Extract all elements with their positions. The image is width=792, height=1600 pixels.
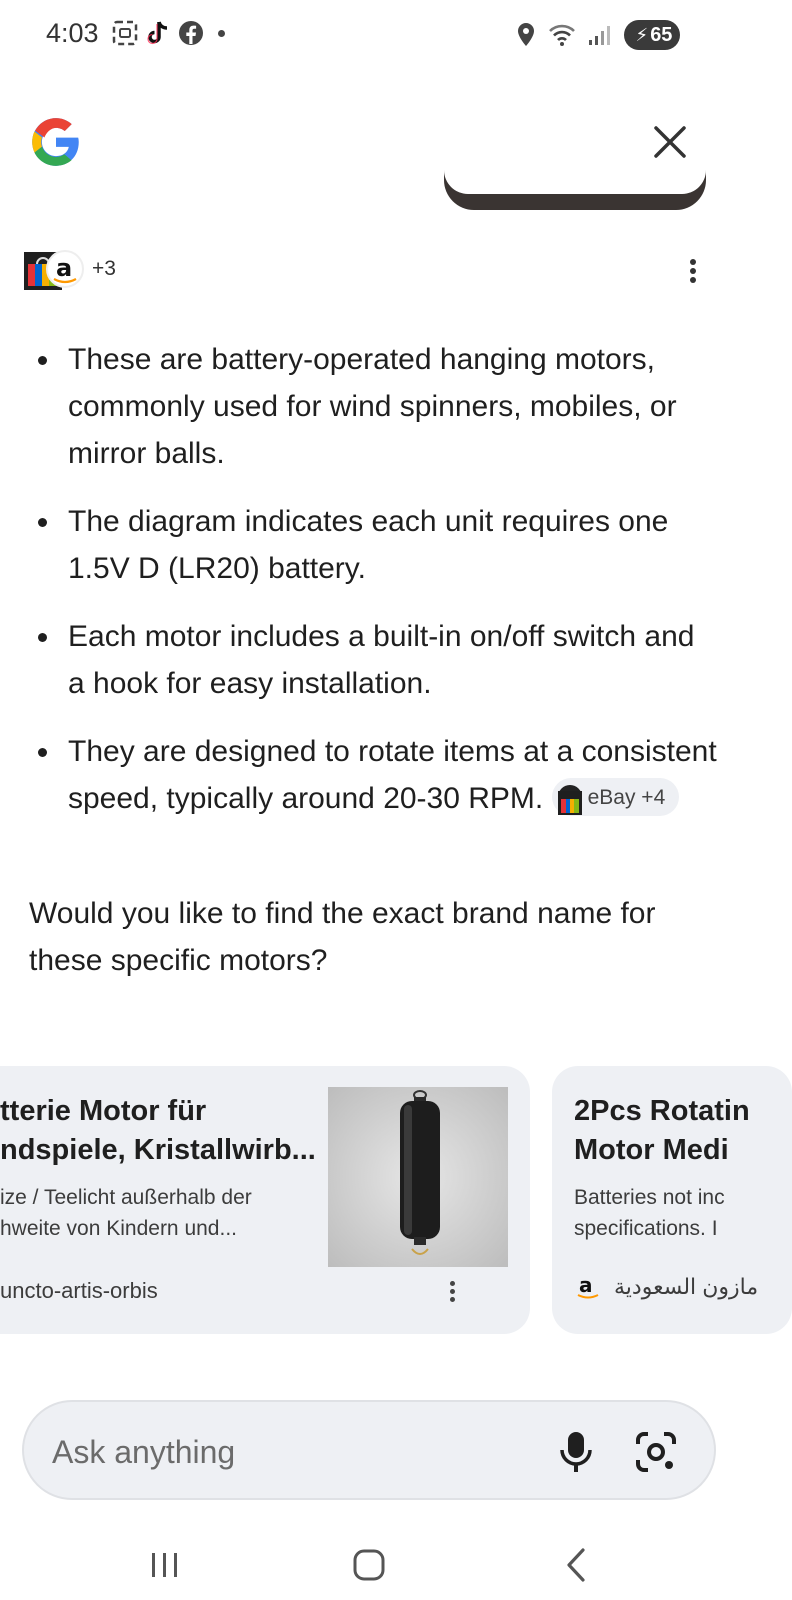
card-source (574, 1272, 758, 1302)
card-description-line: ize / Teelicht außerhalb der (0, 1186, 252, 1209)
result-card[interactable] (0, 1066, 530, 1334)
status-time: 4:03 (46, 18, 99, 48)
close-button[interactable] (650, 122, 690, 162)
answer-bullet (28, 498, 718, 592)
status-bar (0, 0, 738, 70)
answer-bullet (28, 613, 718, 707)
followup-question: Would you like to find the exact brand name for these specific motors? (29, 897, 656, 977)
answer-bullet-text: The diagram indicates each unit requires one 1.5V D (LR20) battery. (68, 505, 669, 585)
microphone-icon[interactable] (554, 1428, 598, 1476)
ask-input[interactable] (52, 1430, 472, 1474)
image-preview-edge (444, 160, 706, 210)
ebay-icon (558, 785, 582, 809)
google-lens-icon[interactable] (634, 1430, 678, 1474)
card-more-button[interactable] (440, 1278, 464, 1312)
card-title-line: Motor Medi (574, 1134, 729, 1166)
more-options-button[interactable] (680, 256, 706, 290)
facebook-icon (178, 20, 204, 46)
recent-apps-icon[interactable] (140, 1540, 190, 1590)
home-icon[interactable] (344, 1540, 394, 1590)
citation-chip[interactable] (552, 778, 680, 816)
svg-text:a: a (579, 1273, 593, 1297)
back-icon[interactable] (552, 1540, 602, 1590)
result-card[interactable] (552, 1066, 792, 1334)
card-source (0, 1278, 158, 1304)
battery-level: 65 (650, 23, 673, 46)
location-icon (516, 22, 536, 48)
notification-dot (218, 30, 225, 37)
answer-bullet-text: Each motor includes a built-in on/off switch and a hook for easy installation. (68, 620, 695, 700)
product-thumbnail (328, 1087, 508, 1267)
amazon-icon (46, 250, 84, 288)
citation-label: eBay +4 (587, 785, 666, 809)
card-title-line: ndspiele, Kristallwirb... (0, 1134, 316, 1166)
screenshot-icon (112, 20, 138, 46)
ask-bar (22, 1400, 716, 1500)
answer-bullet-text: They are designed to rotate items at a consistent speed, typically around 20-30 RPM. (68, 735, 717, 815)
sources-count: +3 (92, 257, 116, 280)
sources-button[interactable] (22, 250, 116, 288)
card-description-line: specifications. I (574, 1217, 718, 1240)
card-description-line: Batteries not inc (574, 1186, 725, 1209)
amazon-icon (574, 1272, 602, 1302)
google-g-logo (30, 116, 82, 168)
signal-icon (588, 23, 612, 47)
card-title-line: tterie Motor für (0, 1095, 207, 1127)
card-source-name: uncto-artis-orbis (0, 1278, 158, 1303)
status-icons-left (112, 20, 225, 46)
card-source-name: مازون السعودية (614, 1274, 759, 1299)
system-navigation-bar (0, 1530, 738, 1600)
card-description-line: hweite von Kindern und... (0, 1217, 237, 1240)
wifi-icon (548, 23, 576, 47)
answer-bullet (28, 336, 718, 477)
status-icons-right (516, 20, 680, 50)
answer-bullet-text: These are battery-operated hanging motors, commonly used for wind spinners, mobiles, or mirror balls. (68, 343, 677, 470)
tiktok-icon (146, 20, 170, 46)
svg-text:a: a (56, 254, 73, 282)
answer-bullet (28, 728, 718, 822)
battery-charging-icon: ⚡ 65 (624, 20, 680, 50)
answer-list (28, 336, 718, 843)
card-title-line: 2Pcs Rotatin (574, 1095, 750, 1127)
